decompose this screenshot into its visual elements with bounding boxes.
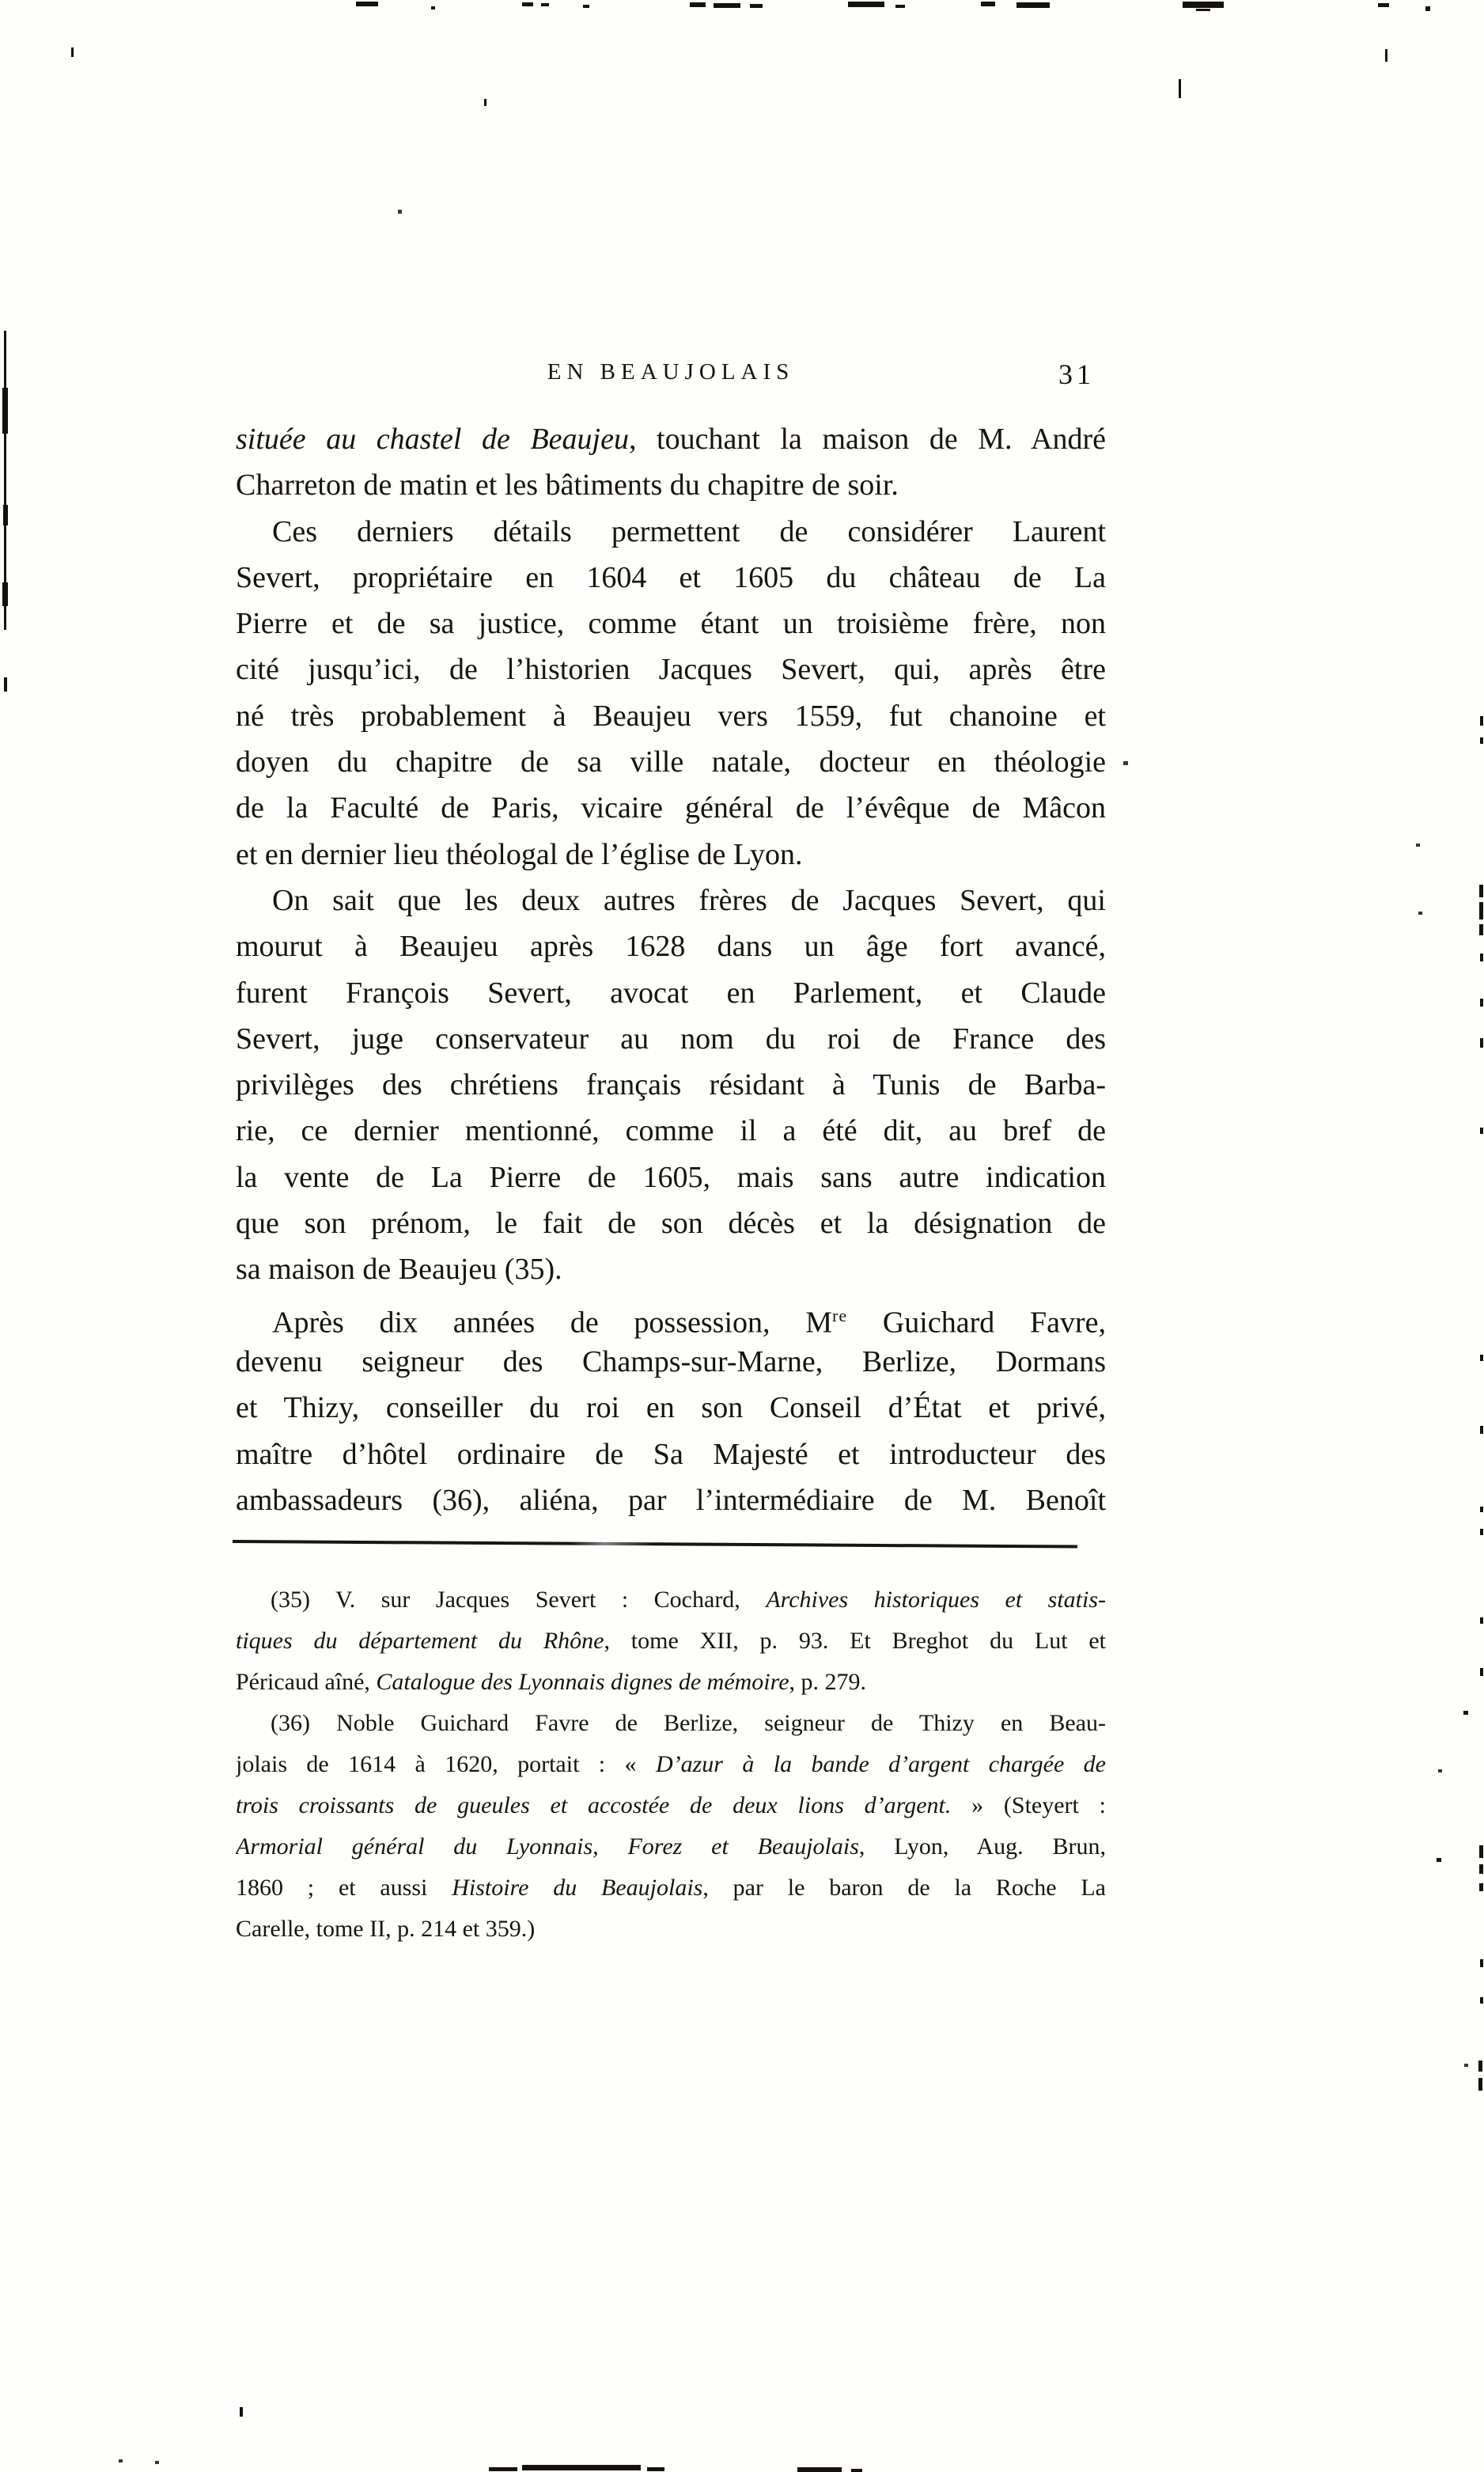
text-segment: (36) Noble Guichard Favre de Berlize, seigneur de Thizy en Beau- (271, 1710, 1106, 1736)
text-segment: jolais de 1614 à 1620, portait : « (236, 1751, 656, 1777)
bottom-bar-segment (489, 2467, 517, 2471)
gutter-line-segment (3, 505, 8, 525)
bottom-bar-segment (797, 2467, 842, 2472)
scan-speck (155, 2461, 159, 2464)
text-segment: Pierre et de sa justice, comme étant un troisième frère, non (236, 607, 1106, 641)
scan-speck (1478, 2061, 1482, 2072)
text-segment: cité jusqu’ici, de l’historien Jacques Severt, qui, après être (236, 653, 1106, 687)
text-line (236, 1909, 1106, 1950)
scan-speck (1480, 737, 1483, 744)
text-line (236, 1385, 1106, 1431)
scan-speck (240, 2407, 243, 2417)
gutter-line-segment (2, 582, 8, 606)
text-line (236, 970, 1106, 1016)
scan-speck (522, 2, 533, 6)
scan-speck (1480, 1529, 1483, 1535)
italic-text-segment: située au chastel de Beaujeu (236, 423, 629, 456)
bottom-bar-segment (647, 2467, 664, 2471)
text-line (236, 462, 1106, 508)
text-segment: re (832, 1305, 848, 1325)
scan-speck (1123, 761, 1128, 765)
text-segment: et en dernier lieu théologal de l’église de Lyon. (236, 837, 803, 871)
running-header (236, 358, 1106, 394)
text-segment: Péricaud aîné, (236, 1669, 377, 1695)
text-line (236, 739, 1106, 785)
text-segment: ambassadeurs (36), aliéna, par l’intermédiaire de M. Benoît (236, 1483, 1106, 1517)
text-line (236, 646, 1106, 692)
scan-speck (1425, 6, 1430, 11)
italic-text-segment: Archives historiques et statis- (766, 1587, 1106, 1613)
scan-speck (356, 2, 378, 6)
scan-speck (1416, 844, 1420, 847)
text-line (236, 416, 1106, 462)
scan-speck (1378, 3, 1389, 7)
scan-speck (1480, 1355, 1483, 1361)
text-line (236, 693, 1106, 739)
scan-speck (431, 6, 435, 9)
text-line (236, 1108, 1106, 1154)
text-segment: Ces derniers détails permettent de considérer Laurent (272, 514, 1106, 548)
scan-speck (1480, 716, 1483, 726)
italic-text-segment: trois croissants de gueules et accostée de deux lions d’argent. (236, 1792, 952, 1818)
text-segment: né très probablement à Beaujeu vers 1559, fut chanoine et (236, 699, 1106, 733)
text-line (236, 1062, 1106, 1108)
text-segment: doyen du chapitre de sa ville natale, docteur en théologie (236, 745, 1106, 779)
text-segment: devenu seigneur des Champs-sur-Marne, Berlize, Dormans (236, 1344, 1106, 1378)
text-segment: Après dix années de possession, M (272, 1306, 833, 1339)
text-segment: Guichard Favre, (847, 1306, 1106, 1339)
scan-speck (714, 3, 740, 8)
text-segment: Severt, juge conservateur au nom du roi de France des (236, 1022, 1106, 1056)
page-title: EN BEAUJOLAIS (547, 359, 795, 385)
scan-speck (1385, 49, 1387, 62)
scan-speck (1480, 1959, 1483, 1967)
text-segment: , tome XII, p. 93. Et Breghot du Lut et (604, 1628, 1106, 1654)
scan-speck (1480, 1038, 1483, 1048)
italic-text-segment: D’azur à la bande d’argent chargée de (655, 1751, 1106, 1777)
text-line (236, 1744, 1106, 1785)
text-segment: 1860 ; et aussi (236, 1875, 452, 1901)
text-segment: Charreton de matin et les bâtiments du chapitre de soir. (236, 468, 899, 502)
text-segment: la vente de La Pierre de 1605, mais sans autre indication (236, 1160, 1106, 1194)
text-line (236, 1477, 1106, 1523)
text-line (236, 1579, 1106, 1621)
text-segment: sa maison de Beaujeu (35). (236, 1253, 562, 1287)
scan-speck (1480, 1668, 1483, 1676)
scan-speck (1016, 2, 1050, 8)
scan-speck (1479, 1864, 1483, 1874)
text-segment: rie, ce dernier mentionné, comme il a été dit, au bref de (236, 1114, 1106, 1148)
italic-text-segment: Catalogue des Lyonnais dignes de mémoire (376, 1669, 789, 1695)
text-segment: et Thizy, conseiller du roi en son Conseil d’État et privé, (236, 1391, 1106, 1425)
scan-speck (895, 5, 905, 8)
text-segment: On sait que les deux autres frères de Jacques Severt, qui (272, 883, 1106, 917)
scan-speck (1418, 912, 1422, 915)
text-line (236, 923, 1106, 969)
scan-speck (981, 2, 995, 6)
scan-speck (71, 47, 74, 57)
scan-speck (1463, 1711, 1468, 1715)
text-line (236, 1154, 1106, 1200)
text-segment: » (Steyert : (951, 1792, 1106, 1818)
text-segment: , touchant la maison de M. André (628, 423, 1106, 456)
text-line (236, 509, 1106, 555)
text-line (236, 1826, 1106, 1867)
text-line (236, 1867, 1106, 1909)
scan-speck (541, 3, 549, 6)
text-line (236, 832, 1106, 878)
scan-speck (1480, 1128, 1483, 1134)
italic-text-segment: Armorial général du Lyonnais, Forez et Beaujolais (236, 1833, 859, 1860)
scan-speck (119, 2459, 123, 2463)
scan-speck (1480, 1507, 1483, 1512)
scan-speck (484, 99, 486, 106)
text-line (236, 1246, 1106, 1292)
text-segment: que son prénom, le fait de son décès et la désignation de (236, 1207, 1106, 1241)
text-segment: (35) V. sur Jacques Severt : Cochard, (271, 1587, 767, 1613)
text-line (236, 785, 1106, 831)
gutter-line-segment (2, 388, 8, 434)
text-line (236, 1016, 1106, 1062)
text-line (236, 1431, 1106, 1477)
text-line (236, 1785, 1106, 1826)
text-line (236, 1621, 1106, 1662)
text-line (236, 1200, 1106, 1246)
body-text (236, 416, 1106, 1523)
gutter-line-segment (4, 525, 6, 584)
text-segment: Carelle, tome II, p. 214 et 359.) (236, 1916, 536, 1942)
text-segment: privilèges des chrétiens français résidant à Tunis de Barba- (236, 1068, 1106, 1102)
scan-speck (1479, 1883, 1483, 1891)
text-segment: mourut à Beaujeu après 1628 dans un âge fort avancé, (236, 930, 1106, 964)
page-number: 31 (1058, 358, 1095, 390)
scan-speck (1479, 902, 1483, 919)
text-segment: , Lyon, Aug. Brun, (858, 1833, 1106, 1860)
bottom-bar-segment (522, 2465, 641, 2470)
scan-speck (1179, 79, 1181, 98)
scan-speck (1480, 1426, 1483, 1434)
scan-speck (690, 2, 706, 7)
scan-speck (1438, 1769, 1442, 1772)
gutter-line-segment (4, 331, 6, 391)
text-line (236, 1293, 1106, 1339)
text-segment: de la Faculté de Paris, vicaire général de l’évêque de Mâcon (236, 791, 1106, 825)
scan-speck (583, 5, 589, 8)
text-line (236, 1662, 1106, 1703)
scan-speck (1479, 924, 1483, 935)
scan-speck (1183, 2, 1224, 8)
scan-speck (1196, 9, 1210, 11)
text-line (236, 1703, 1106, 1744)
text-line (236, 601, 1106, 646)
scan-speck (1480, 1617, 1483, 1624)
text-line (236, 878, 1106, 923)
footnote-separator-rule (233, 1540, 1077, 1549)
bottom-bar-segment (851, 2469, 862, 2472)
text-segment: , par le baron de la Roche La (702, 1875, 1106, 1901)
text-segment: furent François Severt, avocat en Parlement, et Claude (236, 976, 1106, 1010)
text-segment: maître d’hôtel ordinaire de Sa Majesté et introducteur des (236, 1437, 1106, 1471)
scan-speck (1478, 2078, 1482, 2091)
text-line (236, 555, 1106, 601)
scan-speck (1480, 954, 1483, 961)
text-segment: Severt, propriétaire en 1604 et 1605 du château de La (236, 560, 1106, 594)
footnotes (236, 1579, 1106, 1950)
scan-speck (1479, 1845, 1483, 1858)
italic-text-segment: tiques du département du Rhône (236, 1628, 604, 1654)
scan-speck (1464, 2064, 1468, 2067)
gutter-line-segment (4, 434, 6, 506)
scan-speck (398, 210, 402, 214)
text-line (236, 1339, 1106, 1385)
scan-speck (848, 2, 884, 7)
italic-text-segment: Histoire du Beaujolais (452, 1875, 703, 1901)
gutter-line-segment (4, 606, 6, 630)
text-segment: , p. 279. (789, 1669, 867, 1695)
scan-speck (750, 4, 763, 8)
scan-speck (1480, 1997, 1483, 2004)
scan-speck (1479, 885, 1483, 897)
scan-speck (1437, 1858, 1441, 1862)
gutter-line-segment (4, 677, 7, 692)
scan-speck (1480, 999, 1483, 1007)
